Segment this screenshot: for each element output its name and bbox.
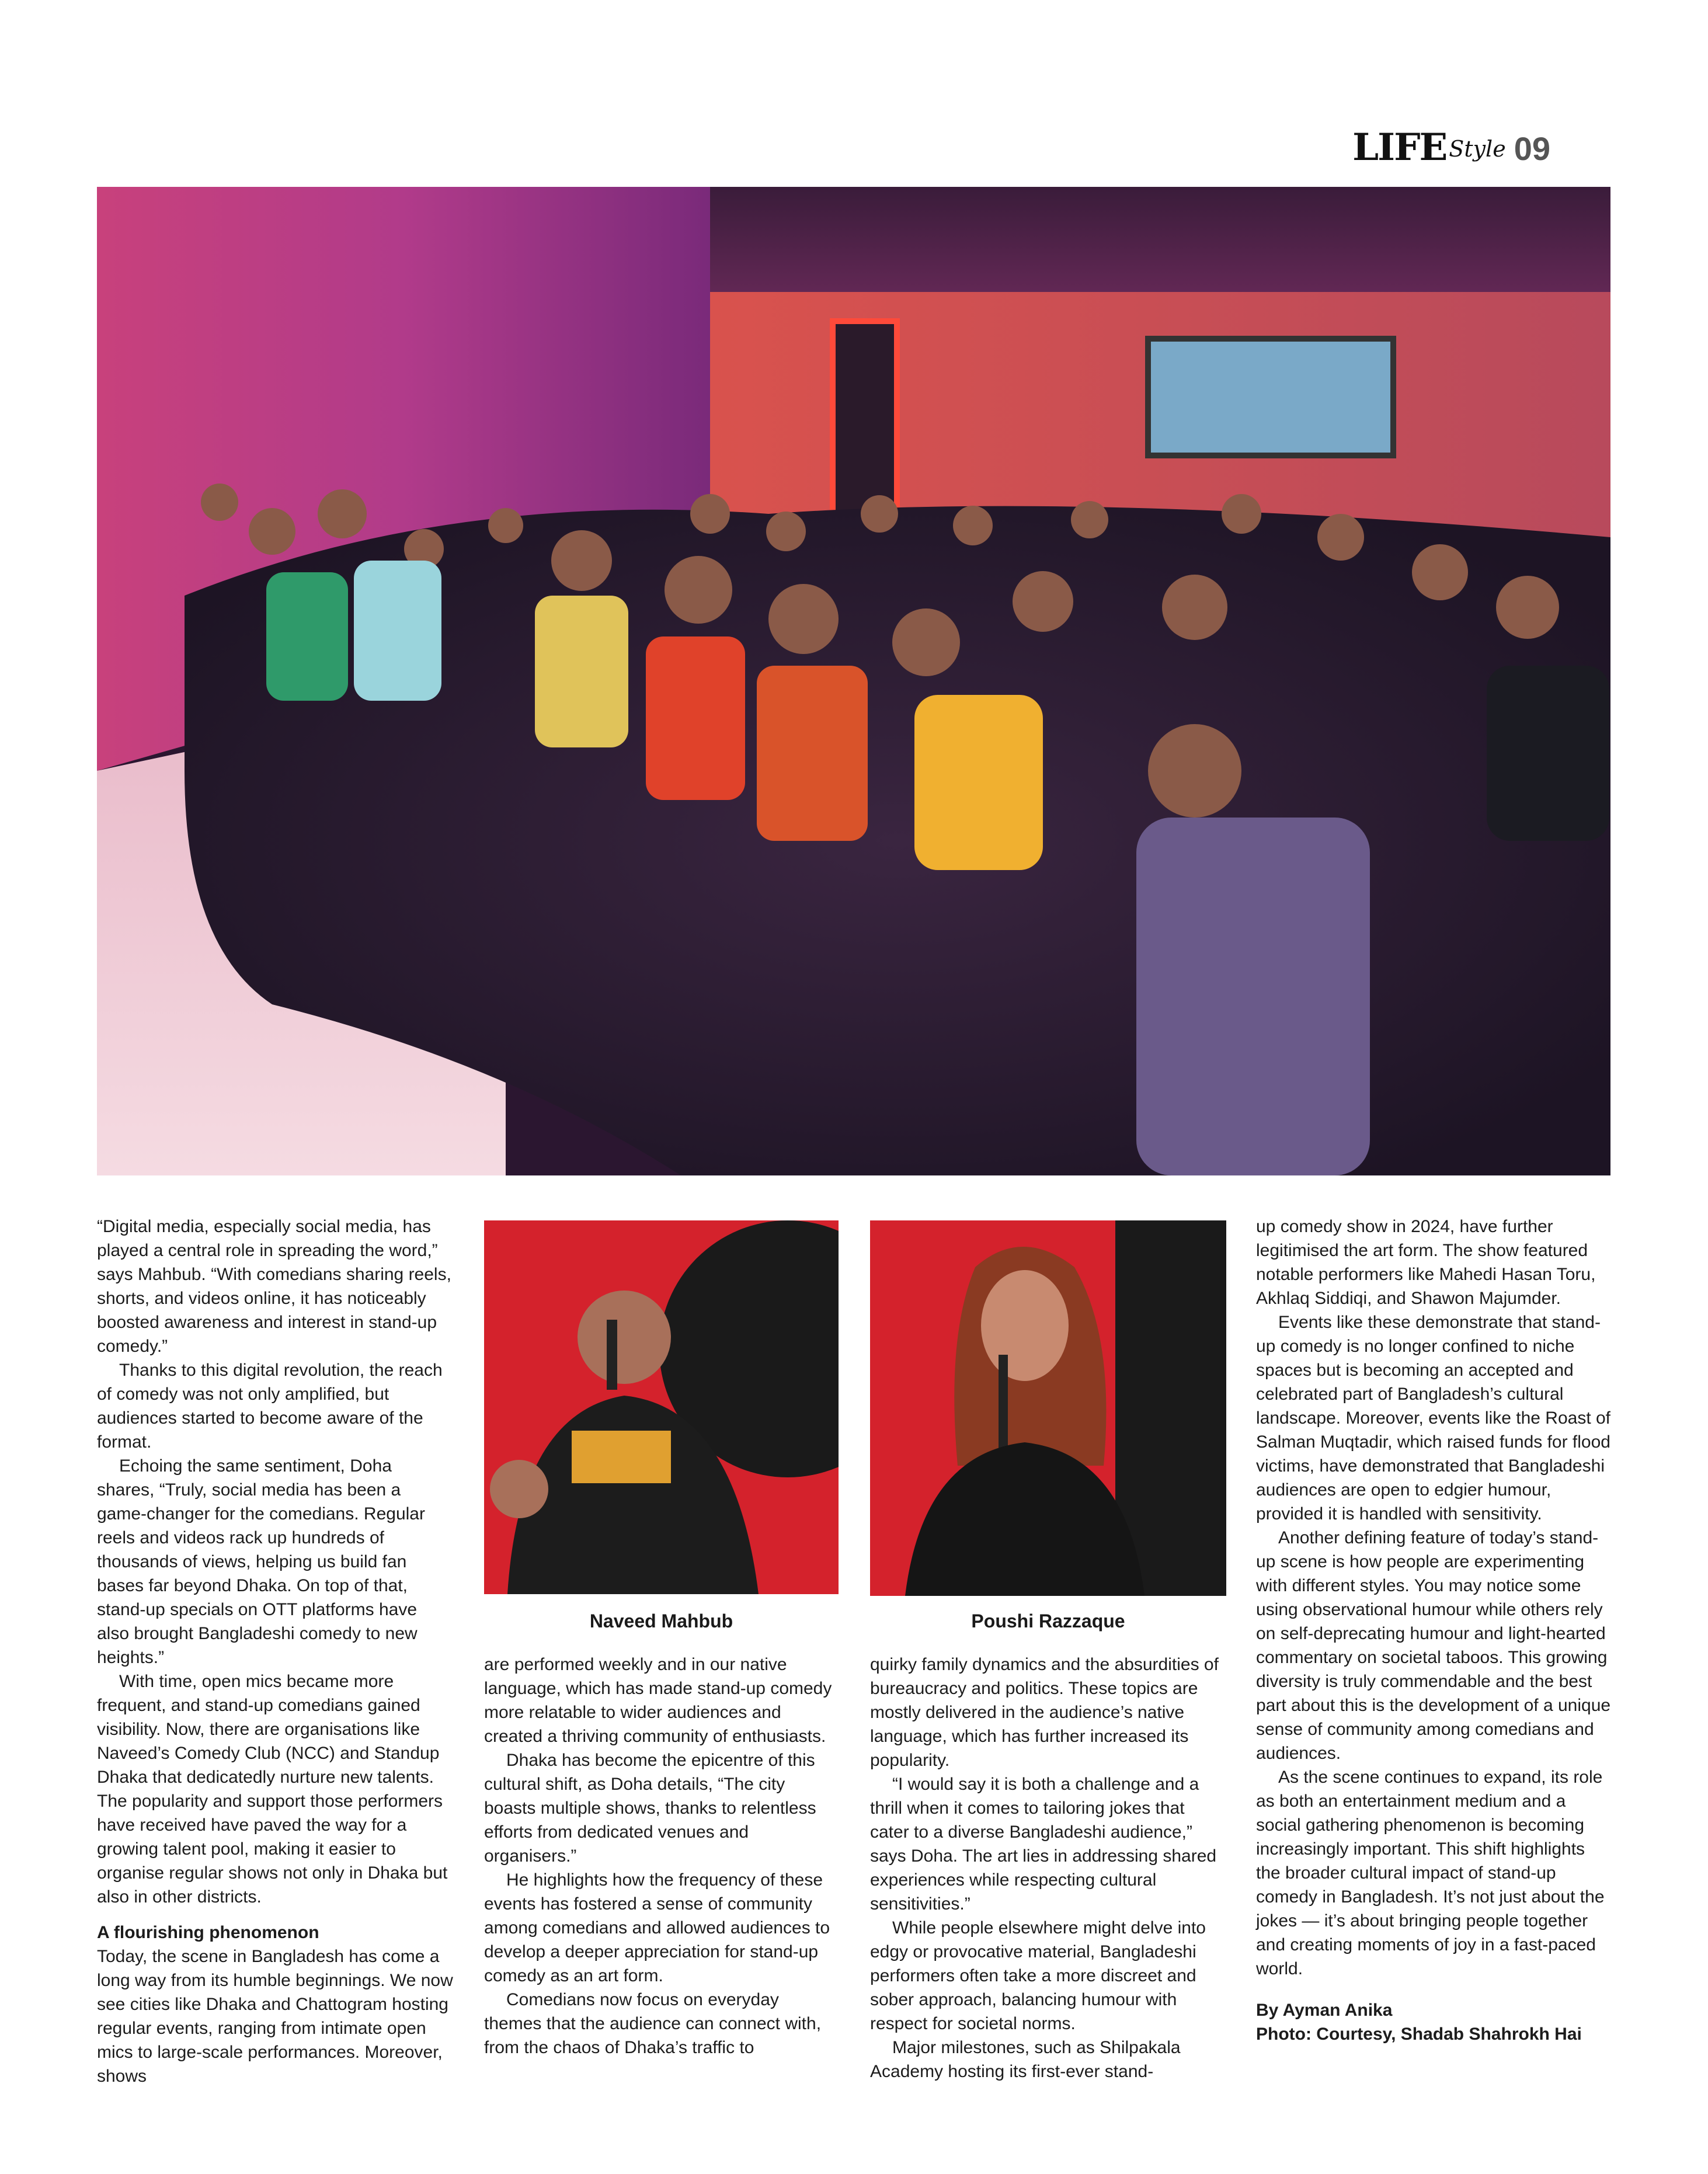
article-column-3 [870,1653,1226,2083]
paragraph: As the scene continues to expand, its role as both an entertainment medium and a social gathering phenomenon is becoming increasingly important. This shift highlights the broader cultural impact of stand-up comedy in Bangladesh. It’s not just about the jokes — it’s about bringing people together and creating moments of joy in a fast-paced world. [1256,1768,1605,1978]
paragraph: “Digital media, especially social media, has played a central role in spreading the word,” says Mahbub. “With comedians sharing reels, shorts, and videos online, it has noticeably boosted awareness and interest in stand-up comedy.” [97,1217,451,1356]
poushi-razzaque-photo [870,1220,1226,1596]
naveed-photo-illustration [484,1220,839,1594]
article-column-2 [484,1653,840,2060]
paragraph: Comedians now focus on everyday themes that the audience can connect with, from the chaos of Dhaka’s traffic to [484,1990,822,2057]
paragraph: Thanks to this digital revolution, the reach of comedy was not only amplified, but audiences started to become aware of the format. [97,1361,443,1452]
page-number: 09 [1514,130,1550,167]
logo-style-text: Style [1449,136,1506,162]
poushi-photo-illustration [870,1220,1226,1596]
paragraph: Echoing the same sentiment, Doha shares, “Truly, social media has been a game-changer for the comedians. Regular reels and videos rack up hundreds of thousands of views, helping us build fan bases far beyond Dhaka. On top of that, stand-up specials on OTT platforms have also brought Bangladeshi comedy to new heights.” [97,1456,425,1667]
paragraph: Major milestones, such as Shilpakala Academy hosting its first-ever stand- [870,2038,1181,2081]
paragraph: up comedy show in 2024, have further legitimised the art form. The show featured notable performers like Mahedi Hasan Toru, Akhlaq Siddiqi, and Shawon Majumder. [1256,1217,1596,1308]
photo-caption-naveed: Naveed Mahbub [589,1611,733,1632]
byline: By Ayman Anika [1256,2001,1393,2020]
section-subheading: A flourishing phenomenon [97,1923,319,1942]
paragraph: While people elsewhere might delve into edgy or provocative material, Bangladeshi performers often take a more discreet and sober approach, balancing humour with respect for societal norms. [870,1918,1206,2033]
photo-caption-poushi: Poushi Razzaque [971,1611,1125,1632]
paragraph: Events like these demonstrate that stand-up comedy is no longer confined to niche spaces but is becoming an accepted and celebrated part of Bangladesh’s cultural landscape. Moreover, events like the Roast of Salman Muqtadir, which raised funds for flood victims, have demonstrated that Bangladeshi audiences are open to edgier humour, provided it is handled with sensitivity. [1256,1313,1611,1523]
page-header [1352,120,1550,169]
paragraph: He highlights how the frequency of these events has fostered a sense of community among comedians and allowed audiences to develop a deeper appreciation for stand-up comedy as an art form. [484,1870,830,1985]
paragraph: With time, open mics became more frequent, and stand-up comedians gained visibility. Now, there are organisations like Naveed’s Comedy Club (NCC) and Standup Dhaka that dedicatedly nurture new talents. The popularity and support those performers have received have paved the way for a growing talent pool, making it easier to organise regular shows not only in Dhaka but also in other districts. [97,1672,448,1907]
paragraph: Today, the scene in Bangladesh has come a long way from its humble beginnings. We now see cities like Dhaka and Chattogram hosting regular events, ranging from intimate open mics to large-scale performances. Moreover, shows [97,1947,453,2086]
naveed-mahbub-photo [484,1220,839,1594]
logo-life-text: LIFE [1352,126,1447,169]
paragraph: Another defining feature of today’s stand-up scene is how people are experimenting with different styles. You may notice some using observational humour while others rely on self-deprecating humour and light-hearted commentary on societal taboos. This growing diversity is truly commendable and the best part about this is the development of a unique sense of community among comedians and audiences. [1256,1528,1611,1763]
article-column-1 [97,1215,453,2088]
paragraph: are performed weekly and in our native language, which has made stand-up comedy more relatable to wider audiences and created a thriving community of enthusiasts. [484,1655,832,1746]
article-column-4 [1256,1215,1612,2046]
paragraph: “I would say it is both a challenge and a thrill when it comes to tailoring jokes that cater to a diverse Bangladeshi audience,” says Doha. The art lies in addressing shared experiences while respecting cultural sensitivities.” [870,1775,1217,1914]
photo-credit: Photo: Courtesy, Shadab Shahrokh Hai [1256,2025,1582,2044]
hero-photo [97,187,1610,1175]
audience-photo-illustration [97,187,1610,1175]
lifestyle-logo [1352,122,1506,169]
paragraph: quirky family dynamics and the absurdities of bureaucracy and politics. These topics are mostly delivered in the audience’s native language, which has further increased its popularity. [870,1655,1219,1770]
paragraph: Dhaka has become the epicentre of this cultural shift, as Doha details, “The city boasts multiple shows, thanks to relentless efforts from dedicated venues and organisers.” [484,1751,816,1866]
